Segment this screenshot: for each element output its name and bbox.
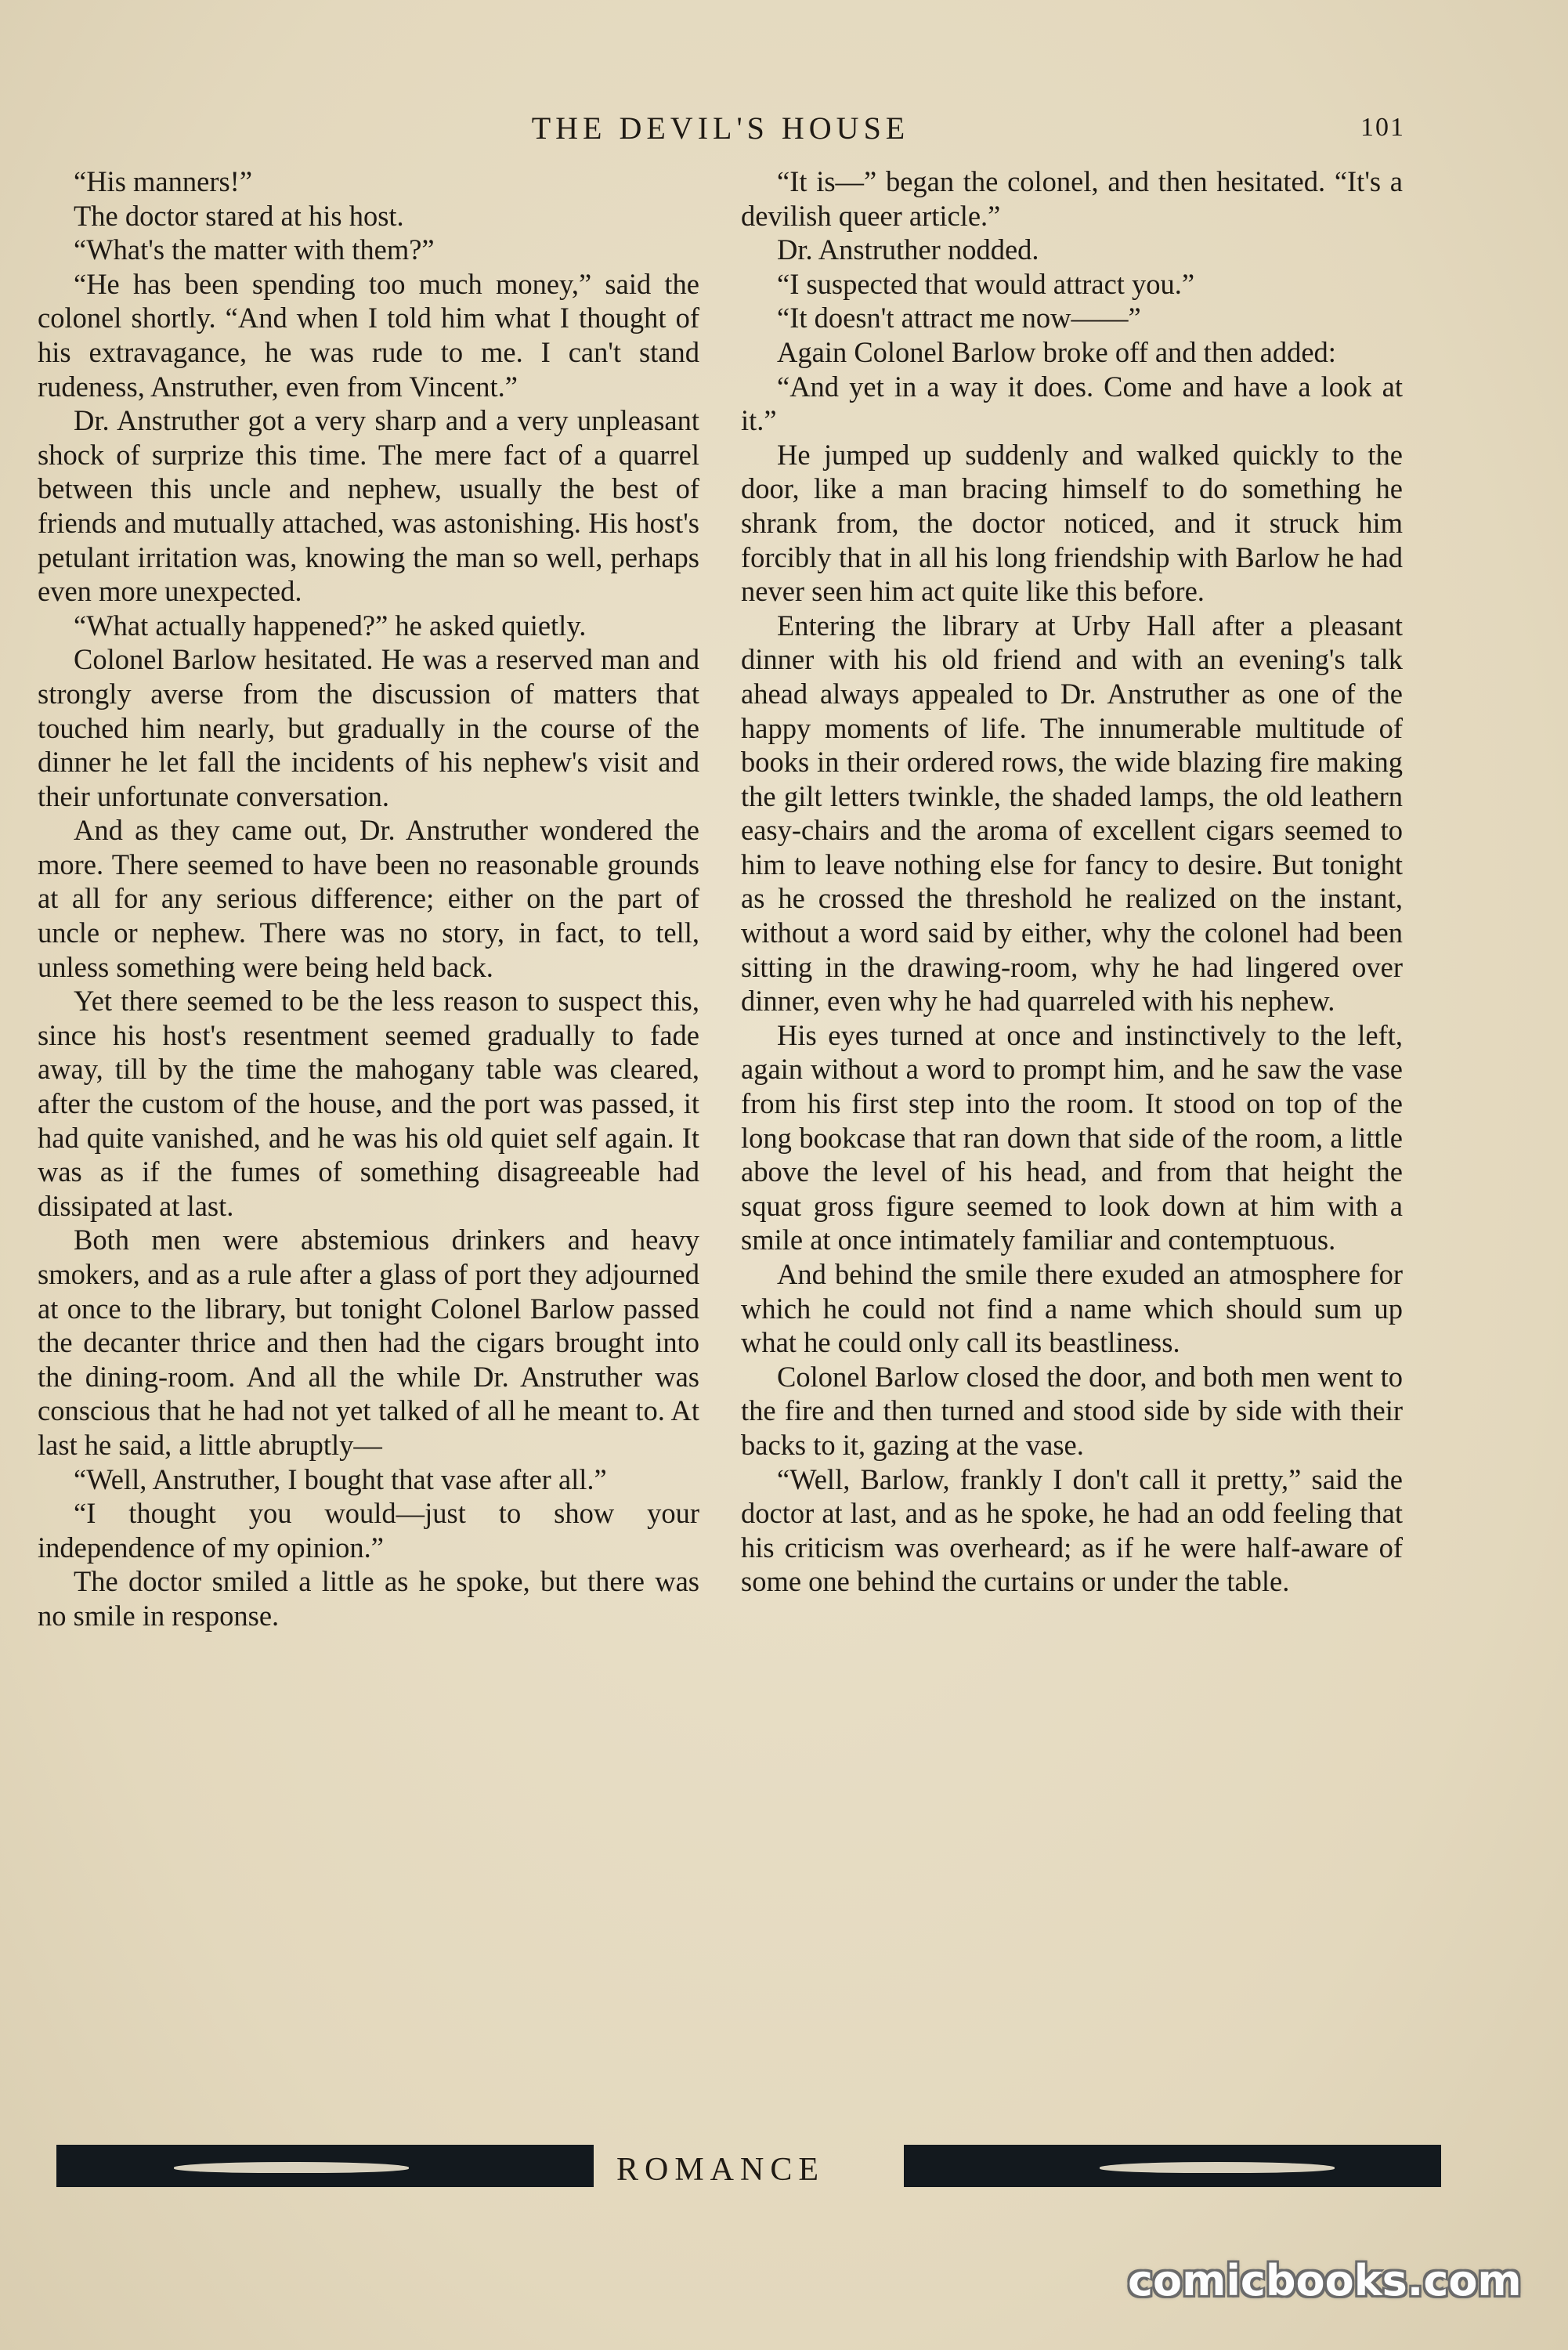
paragraph: “It is—” began the colonel, and then hesitated. “It's a devilish queer article.” xyxy=(741,165,1403,232)
decorative-banner-left xyxy=(56,2145,594,2187)
paragraph: Yet there seemed to be the less reason to suspect this, since his host's resentment seemed gradually to fade away, till by the time the mahogany table was cleared, after the custom of the house, and the port was passed, it had quite vanished, and he was his old quiet self again. It was as if the fumes of something disagreeable had dissipated at last. xyxy=(38,985,699,1222)
paragraph: The doctor smiled a little as he spoke, but there was no smile in response. xyxy=(38,1565,699,1632)
paragraph: Both men were abstemious drinkers and heavy smokers, and as a rule after a glass of port they adjourned at once to the library, but tonight Colonel Barlow passed the decanter thrice and then had the cigars brought into the dining-room. And all the while Dr. Anstruther was conscious that he had not yet talked of all he meant to. At last he said, a little abruptly— xyxy=(38,1224,699,1461)
paragraph: Entering the library at Urby Hall after a pleasant dinner with his old friend and with an evening's talk ahead always appealed to Dr. Anstruther as one of the happy moments of life. The innumerable multitude of books in their ordered rows, the wide blazing fire making the gilt letters twinkle, the shaded lamps, the old leathern easy-chairs and the aroma of excellent cigars seemed to him to leave nothing else for fancy to desire. But tonight as he crossed the threshold he realized on the instant, without a word said by either, why the colonel had been sitting in the drawing-room, why he had lingered over dinner, even why he had quarreled with his nephew. xyxy=(741,609,1403,1018)
decorative-banner-right xyxy=(904,2145,1441,2187)
paragraph: “What's the matter with them?” xyxy=(74,233,435,266)
paragraph: “And yet in a way it does. Come and have a look at it.” xyxy=(741,370,1403,437)
paragraph: Dr. Anstruther nodded. xyxy=(777,233,1039,266)
paragraph: “Well, Barlow, frankly I don't call it pretty,” said the doctor at last, and as he spoke, he had an odd feeling that his criticism was overheard; as if he were half-aware of some one behind the curtains or under the table. xyxy=(741,1462,1403,1598)
paragraph: “I suspected that would attract you.” xyxy=(777,267,1195,300)
paragraph: “What actually happened?” he asked quietly. xyxy=(74,609,587,642)
paragraph: The doctor stared at his host. xyxy=(74,199,404,232)
page-header xyxy=(0,110,1568,157)
paragraph: Again Colonel Barlow broke off and then added: xyxy=(777,335,1336,368)
running-head: THE DEVIL'S HOUSE xyxy=(531,110,910,146)
paragraph: He jumped up suddenly and walked quickly to the door, like a man bracing himself to do something he shrank from, the doctor noticed, and it struck him forcibly that in all his long friendship with Barlow he had never seen him act quite like this before. xyxy=(741,438,1403,608)
page-number: 101 xyxy=(1360,113,1405,142)
paragraph: “I thought you would—just to show your independence of my opinion.” xyxy=(38,1497,699,1564)
right-column xyxy=(741,164,1403,1599)
paragraph: And behind the smile there exuded an atmosphere for which he could not find a name which should sum up what he could only call its beastliness. xyxy=(741,1258,1403,1359)
paragraph: Colonel Barlow closed the door, and both men went to the fire and then turned and stood side by side with their backs to it, gazing at the vase. xyxy=(741,1360,1403,1461)
left-column xyxy=(38,164,699,1633)
page-footer xyxy=(0,2137,1568,2192)
paragraph: His eyes turned at once and instinctively to the left, again without a word to prompt him, and he saw the vase from his first step into the room. It stood on top of the long bookcase that ran down that side of the room, a little above the level of his head, and from that height the squat gross figure seemed to look down at him with a smile at once intimately familiar and contemptuous. xyxy=(741,1018,1403,1256)
watermark: comicbooks.com xyxy=(1128,2256,1522,2305)
paragraph: Colonel Barlow hesitated. He was a reserved man and strongly averse from the discussion of matters that touched him nearly, but gradually in the course of the dinner he let fall the incidents of his nephew's visit and their unfortunate conversation. xyxy=(38,643,699,812)
paragraph: “He has been spending too much money,” said the colonel shortly. “And when I told him what I thought of his extravagance, he was rude to me. I can't stand rudeness, Anstruther, even from Vincent.” xyxy=(38,267,699,403)
paragraph: “Well, Anstruther, I bought that vase after all.” xyxy=(74,1462,607,1495)
paragraph: Dr. Anstruther got a very sharp and a very unpleasant shock of surprize this time. The mere fact of a quarrel between this uncle and nephew, usually the best of friends and mutually attached, was astonishing. His host's petulant irritation was, knowing the man so well, perhaps even more unexpected. xyxy=(38,404,699,608)
magazine-name: ROMANCE xyxy=(616,2152,826,2188)
paragraph: “It doesn't attract me now——” xyxy=(777,302,1141,334)
paragraph: “His manners!” xyxy=(74,165,253,197)
paragraph: And as they came out, Dr. Anstruther wondered the more. There seemed to have been no reasonable grounds at all for any serious difference; either on the part of uncle or nephew. There was no story, in fact, to tell, unless something were being held back. xyxy=(38,814,699,983)
